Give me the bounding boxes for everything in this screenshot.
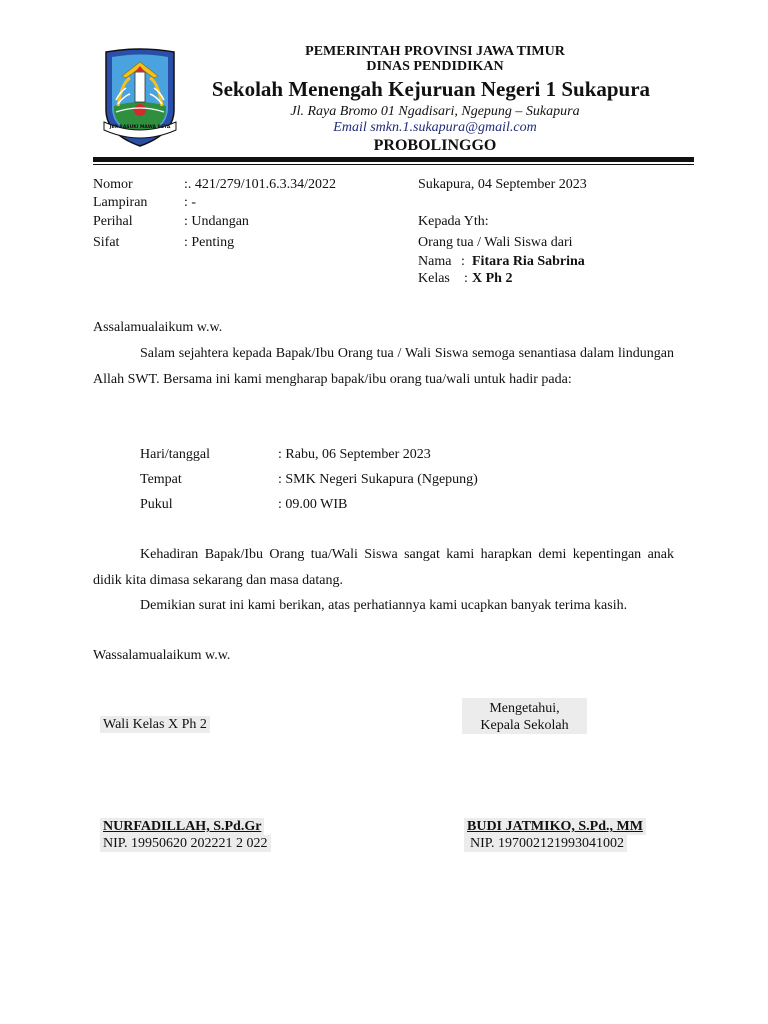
right-signer-title-block <box>462 698 587 734</box>
right-signer-name: BUDI JATMIKO, S.Pd., MM <box>464 818 646 835</box>
header-school-name: Sekolah Menengah Kejuruan Negeri 1 Sukapura <box>211 77 651 101</box>
header-department: DINAS PENDIDIKAN <box>366 59 504 74</box>
kelas-label: Kelas <box>418 271 450 286</box>
header-rule-thick <box>93 157 694 162</box>
nomor-label: Nomor <box>93 177 133 192</box>
header-address: Jl. Raya Bromo 01 Ngadisari, Ngepung – Sukapura <box>290 104 580 119</box>
lampiran-label: Lampiran <box>93 195 148 210</box>
header-rule-thin <box>93 164 694 165</box>
detail-value-time: : 09.00 WIB <box>278 497 348 512</box>
perihal-value: : Undangan <box>184 214 249 229</box>
student-class: X Ph 2 <box>472 271 513 286</box>
left-signer-name: NURFADILLAH, S.Pd.Gr <box>100 818 264 835</box>
right-signer-title-2: Kepala Sekolah <box>480 718 569 733</box>
letter-date: Sukapura, 04 September 2023 <box>418 177 587 192</box>
school-logo <box>100 48 180 148</box>
closing-salutation: Wassalamualaikum w.w. <box>93 648 231 663</box>
detail-value-place: : SMK Negeri Sukapura (Ngepung) <box>278 472 478 487</box>
student-name: Fitara Ria Sabrina <box>472 254 585 269</box>
lampiran-value: : - <box>184 195 197 210</box>
perihal-label: Perihal <box>93 214 133 229</box>
east-java-emblem-icon <box>100 48 180 148</box>
nama-label: Nama <box>418 254 452 269</box>
header-government: PEMERINTAH PROVINSI JAWA TIMUR <box>305 44 565 59</box>
recipient-line: Orang tua / Wali Siswa dari <box>418 235 573 250</box>
detail-label-date: Hari/tanggal <box>140 447 210 462</box>
logo-ribbon-text: JER BASUKI MAWA BEYA <box>109 125 171 130</box>
left-signer-title: Wali Kelas X Ph 2 <box>100 716 210 733</box>
right-signer-title-1: Mengetahui, <box>489 701 560 716</box>
kelas-sep: : <box>464 271 468 286</box>
detail-label-place: Tempat <box>140 472 182 487</box>
left-signer-nip: NIP. 19950620 202221 2 022 <box>100 835 271 852</box>
greeting: Assalamualaikum w.w. <box>93 320 223 335</box>
header-city: PROBOLINGGO <box>373 137 497 154</box>
detail-label-time: Pukul <box>140 497 173 512</box>
kepada-yth: Kepada Yth: <box>418 214 489 229</box>
right-signer-nip: NIP. 197002121993041002 <box>464 835 627 852</box>
paragraph-attendance: Kehadiran Bapak/Ibu Orang tua/Wali Siswa sangat kami harapkan demi kepentingan anak didik kita dimasa sekarang dan masa datang. <box>93 547 674 588</box>
nomor-value: :. 421/279/101.6.3.34/2022 <box>184 177 337 192</box>
detail-value-date: : Rabu, 06 September 2023 <box>278 447 431 462</box>
header-email: Email smkn.1.sukapura@gmail.com <box>333 120 537 135</box>
sifat-value: : Penting <box>184 235 235 250</box>
nama-sep: : <box>461 254 465 269</box>
sifat-label: Sifat <box>93 235 120 250</box>
paragraph-closing: Demikian surat ini kami berikan, atas perhatiannya kami ucapkan banyak terima kasih. <box>140 598 628 613</box>
paragraph-invitation: Salam sejahtera kepada Bapak/Ibu Orang tua / Wali Siswa semoga senantiasa dalam lindungan Allah SWT. Bersama ini kami mengharap bapak/ibu orang tua/wali untuk hadir pada: <box>93 346 674 387</box>
